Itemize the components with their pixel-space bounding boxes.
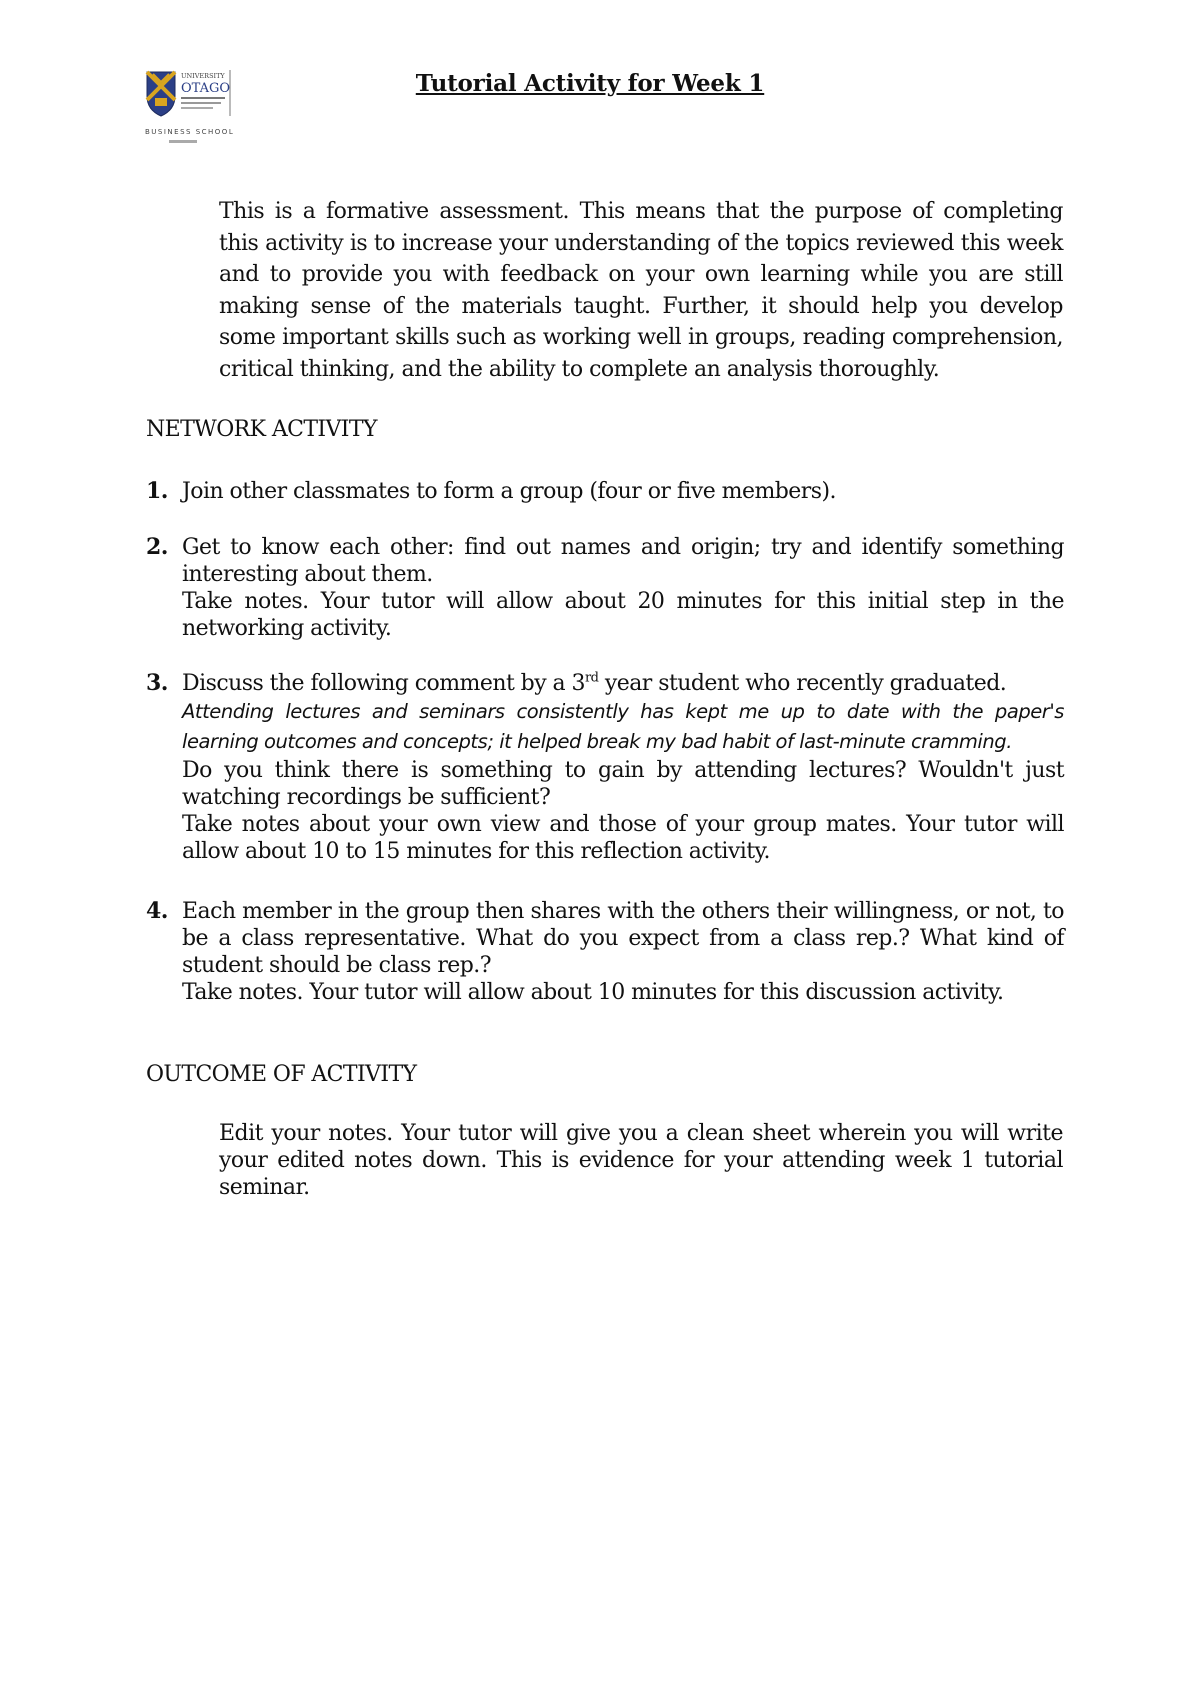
student-quote: Attending lectures and seminars consistently has kept me up to date with the paper's learning outcomes and concepts; it helped break my bad habit of last-minute cramming. <box>182 700 1064 753</box>
section-heading-network: NETWORK ACTIVITY <box>146 417 377 442</box>
task-number: 3. <box>146 670 168 696</box>
logo-line1: UNIVERSITY <box>181 72 225 80</box>
task-number: 2. <box>146 534 168 560</box>
task-text: Get to know each other: find out names and origin; try and identify something interesting about them. <box>182 535 1064 587</box>
logo-line3: BUSINESS SCHOOL <box>145 128 235 136</box>
task-number: 1. <box>146 478 168 504</box>
task-item-1 <box>146 478 1064 505</box>
task-lead-pre: Discuss the following comment by a 3 <box>182 671 585 696</box>
ordinal-suffix: rd <box>585 670 599 686</box>
task-number: 4. <box>146 898 168 924</box>
university-logo <box>145 70 255 154</box>
section-heading-outcome: OUTCOME OF ACTIVITY <box>146 1062 417 1087</box>
task-note: Take notes about your own view and those of your group mates. Your tutor will allow about 10 to 15 minutes for this reflection activity. <box>182 812 1064 864</box>
task-note: Take notes. Your tutor will allow about 20 minutes for this initial step in the networking activity. <box>182 589 1064 641</box>
task-item-4 <box>146 898 1064 1006</box>
task-text: Join other classmates to form a group (four or five members). <box>182 479 836 504</box>
task-item-3 <box>146 670 1064 865</box>
outcome-paragraph: Edit your notes. Your tutor will give you a clean sheet wherein you will write your edited notes down. This is evidence for your attending week 1 tutorial seminar. <box>219 1121 1063 1200</box>
task-text: Each member in the group then shares with the others their willingness, or not, to be a class representative. What do you expect from a class rep.? What kind of student should be class rep.? <box>182 899 1064 978</box>
task-lead <box>182 670 1064 697</box>
page-title: Tutorial Activity for Week 1 <box>415 70 765 97</box>
logo-line2: OTAGO <box>181 81 231 96</box>
otago-crest-icon <box>145 70 255 154</box>
intro-paragraph: This is a formative assessment. This means that the purpose of completing this activity is to increase your understanding of the topics reviewed this week and to provide you with feedback on your own learning while you are still making sense of the materials taught. Further, it should help you develop some important skills such as working well in groups, reading comprehension, critical thinking, and the ability to complete an analysis thoroughly. <box>219 199 1063 382</box>
task-question: Do you think there is something to gain by attending lectures? Wouldn't just watching recordings be sufficient? <box>182 758 1064 810</box>
task-lead-post: year student who recently graduated. <box>598 671 1007 696</box>
task-item-2 <box>146 534 1064 642</box>
task-note: Take notes. Your tutor will allow about 10 minutes for this discussion activity. <box>182 980 1004 1005</box>
